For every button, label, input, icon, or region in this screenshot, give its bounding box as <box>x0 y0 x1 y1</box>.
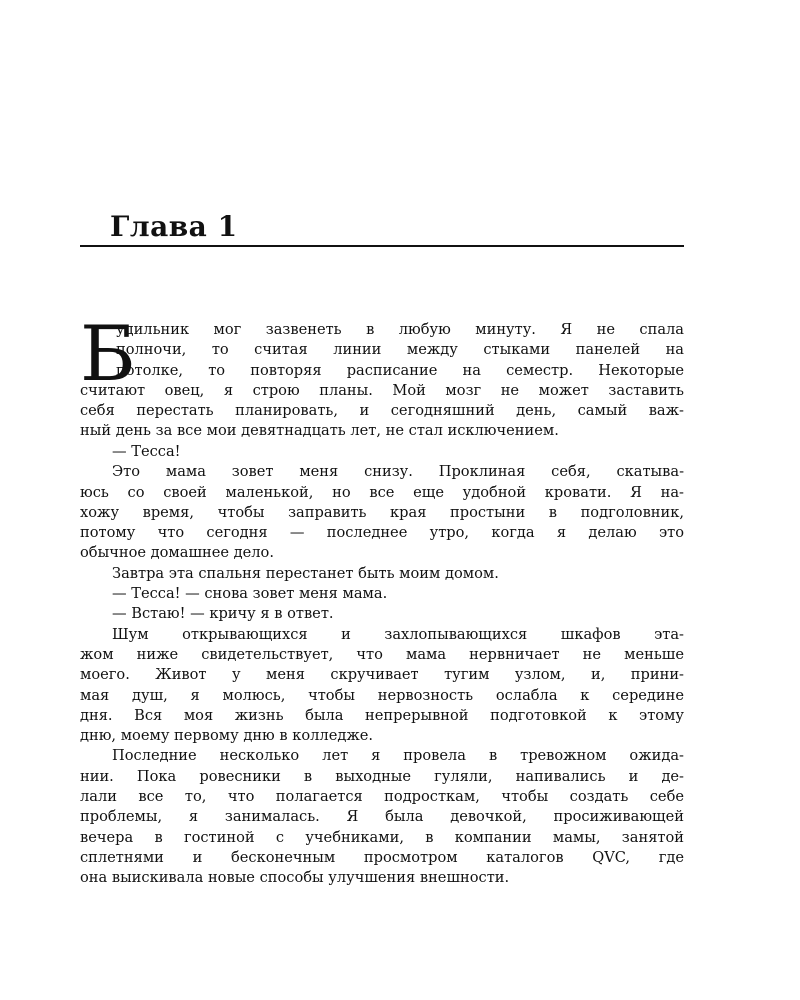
chapter-rule-divider <box>80 245 684 247</box>
text-line: ный день за все мои девятнадцать лет, не стал исключением. <box>80 422 559 440</box>
text-line: Последние несколько лет я провела в тревожном ожида- <box>112 747 684 765</box>
text-line: лали все то, что полагается подросткам, чтобы создать себе <box>80 788 684 806</box>
paragraph-2 <box>80 462 684 563</box>
chapter-title: Глава 1 <box>110 210 238 243</box>
text-line: юсь со своей маленькой, но все еще удобной кровати. Я на- <box>80 483 684 501</box>
text-line: хожу время, чтобы заправить края простыни в подголовник, <box>80 503 684 521</box>
text-line: — Тесса! — снова зовет меня мама. <box>112 585 388 603</box>
text-line: обычное домашнее дело. <box>80 544 274 562</box>
text-line: моего. Живот у меня скручивает тугим узлом, и, прини- <box>80 666 684 684</box>
first-paragraph <box>80 309 684 442</box>
text-line: удильник мог зазвенеть в любую минуту. Я не спала <box>116 321 684 338</box>
text-line: Это мама зовет меня снизу. Проклиная себя, скатыва- <box>112 463 684 481</box>
drop-cap-letter: Б <box>80 309 136 398</box>
text-line: мая душ, я молюсь, чтобы нервозность ослабла к середине <box>80 686 684 704</box>
paragraph-4 <box>80 625 684 747</box>
text-line: — Тесса! <box>112 443 181 460</box>
text-line: дня. Вся моя жизнь была непрерывной подготовкой к этому <box>80 706 684 724</box>
text-line: дню, моему первому дню в колледже. <box>80 727 374 745</box>
text-line: проблемы, я занималась. Я была девочкой, просиживающей <box>80 808 684 826</box>
text-line: вечера в гостиной с учебниками, в компании мамы, занятой <box>80 828 684 846</box>
text-line: полночи, то считая линии между стыками панелей на <box>116 341 684 359</box>
text-line: она выискивала новые способы улучшения внешности. <box>80 869 510 887</box>
paragraph-dialogue-1 <box>80 442 684 462</box>
chapter-body <box>80 309 684 889</box>
text-line: Шум открывающихся и захлопывающихся шкафов эта- <box>112 625 684 643</box>
text-line: потому что сегодня — последнее утро, когда я делаю это <box>80 524 684 542</box>
text-line: себя перестать планировать, и сегодняшний день, самый важ- <box>80 402 684 420</box>
text-line: сплетнями и бесконечным просмотром каталогов QVC, где <box>80 848 684 866</box>
paragraph-dialogue-3 <box>80 604 684 624</box>
text-line: потолке, то повторяя расписание на семестр. Некоторые <box>116 361 684 379</box>
paragraph-5 <box>80 746 684 888</box>
text-line: считают овец, я строю планы. Мой мозг не может заставить <box>80 381 684 399</box>
text-line: — Встаю! — кричу я в ответ. <box>112 605 334 623</box>
text-line: нии. Пока ровесники в выходные гуляли, напивались и де- <box>80 767 684 785</box>
text-line: Завтра эта спальня перестанет быть моим домом. <box>112 564 499 582</box>
paragraph-dialogue-2 <box>80 584 684 604</box>
text-line: жом ниже свидетельствует, что мама нервничает не меньше <box>80 645 684 663</box>
paragraph-3 <box>80 564 684 584</box>
